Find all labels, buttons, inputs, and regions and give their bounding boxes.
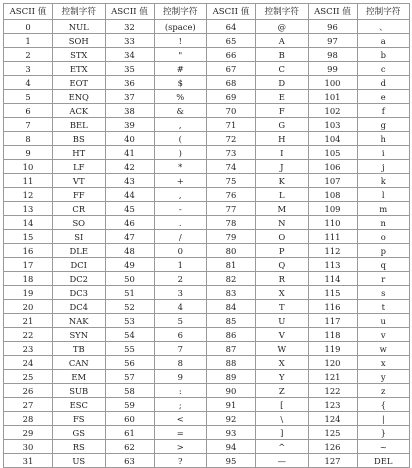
ascii-value-cell: 59 — [105, 398, 154, 412]
control-char-cell: } — [357, 426, 410, 440]
control-char-cell: O — [256, 230, 309, 244]
control-char-cell: 8 — [154, 356, 207, 370]
ascii-value-cell: 36 — [105, 76, 154, 90]
ascii-value-cell: 95 — [207, 454, 256, 468]
ascii-value-cell: 67 — [207, 62, 256, 76]
control-char-cell: { — [357, 398, 410, 412]
ascii-value-cell: 6 — [4, 104, 53, 118]
control-char-cell: LF — [53, 160, 106, 174]
ascii-value-cell: 26 — [4, 384, 53, 398]
ascii-value-cell: 94 — [207, 440, 256, 454]
control-char-cell: y — [357, 370, 410, 384]
ascii-value-cell: 38 — [105, 104, 154, 118]
ascii-value-cell: 73 — [207, 146, 256, 160]
ascii-value-cell: 10 — [4, 160, 53, 174]
control-char-cell: R — [256, 272, 309, 286]
ascii-value-cell: 92 — [207, 412, 256, 426]
ascii-value-cell: 126 — [308, 440, 357, 454]
table-row — [4, 356, 410, 370]
control-char-cell: DC4 — [53, 300, 106, 314]
control-char-cell: EOT — [53, 76, 106, 90]
control-char-cell: ESC — [53, 398, 106, 412]
ascii-value-cell: 12 — [4, 188, 53, 202]
control-char-cell: b — [357, 48, 410, 62]
ascii-value-cell: 50 — [105, 272, 154, 286]
ascii-value-cell: 17 — [4, 258, 53, 272]
control-char-cell: CR — [53, 202, 106, 216]
control-char-cell: SOH — [53, 34, 106, 48]
control-char-cell: Y — [256, 370, 309, 384]
ascii-value-cell: 21 — [4, 314, 53, 328]
control-char-cell: U — [256, 314, 309, 328]
ascii-value-cell: 29 — [4, 426, 53, 440]
control-char-cell: ) — [154, 146, 207, 160]
ascii-value-cell: 4 — [4, 76, 53, 90]
ascii-value-cell: 55 — [105, 342, 154, 356]
ascii-value-cell: 56 — [105, 356, 154, 370]
ascii-value-cell: 30 — [4, 440, 53, 454]
ascii-value-cell: 115 — [308, 286, 357, 300]
ascii-value-cell: 52 — [105, 300, 154, 314]
control-char-cell: HT — [53, 146, 106, 160]
ascii-value-cell: 97 — [308, 34, 357, 48]
control-char-cell: q — [357, 258, 410, 272]
ascii-value-cell: 41 — [105, 146, 154, 160]
ascii-value-cell: 33 — [105, 34, 154, 48]
control-char-cell: , — [154, 188, 207, 202]
ascii-value-cell: 91 — [207, 398, 256, 412]
ascii-value-cell: 47 — [105, 230, 154, 244]
control-char-cell: $ — [154, 76, 207, 90]
table-row — [4, 20, 410, 34]
table-row — [4, 174, 410, 188]
table-header — [4, 4, 410, 20]
control-char-cell: w — [357, 342, 410, 356]
control-char-cell: STX — [53, 48, 106, 62]
ascii-value-cell: 39 — [105, 118, 154, 132]
ascii-value-cell: 105 — [308, 146, 357, 160]
ascii-value-cell: 82 — [207, 272, 256, 286]
ascii-value-cell: 113 — [308, 258, 357, 272]
control-char-cell: x — [357, 356, 410, 370]
control-char-cell: [ — [256, 398, 309, 412]
control-char-cell: * — [154, 160, 207, 174]
control-char-cell: SUB — [53, 384, 106, 398]
control-char-cell: FS — [53, 412, 106, 426]
ascii-value-cell: 90 — [207, 384, 256, 398]
ascii-table — [3, 3, 410, 468]
ascii-value-cell: 123 — [308, 398, 357, 412]
ascii-value-cell: 69 — [207, 90, 256, 104]
control-char-cell: (space) — [154, 20, 207, 34]
ascii-value-cell: 96 — [308, 20, 357, 34]
table-row — [4, 370, 410, 384]
table-row — [4, 202, 410, 216]
control-char-cell: GS — [53, 426, 106, 440]
control-char-cell: I — [256, 146, 309, 160]
ascii-value-cell: 83 — [207, 286, 256, 300]
control-char-cell: RS — [53, 440, 106, 454]
ascii-value-cell: 43 — [105, 174, 154, 188]
control-char-cell: E — [256, 90, 309, 104]
control-char-cell: ACK — [53, 104, 106, 118]
ascii-value-cell: 31 — [4, 454, 53, 468]
ascii-value-cell: 116 — [308, 300, 357, 314]
table-row — [4, 90, 410, 104]
control-char-cell: > — [154, 440, 207, 454]
table-row — [4, 132, 410, 146]
control-char-cell: ] — [256, 426, 309, 440]
table-row — [4, 426, 410, 440]
control-char-cell: K — [256, 174, 309, 188]
ascii-value-cell: 120 — [308, 356, 357, 370]
control-char-cell: BS — [53, 132, 106, 146]
control-char-cell: d — [357, 76, 410, 90]
header-ascii-value: ASCII 值 — [308, 4, 357, 20]
control-char-cell: H — [256, 132, 309, 146]
ascii-value-cell: 8 — [4, 132, 53, 146]
ascii-value-cell: 28 — [4, 412, 53, 426]
ascii-value-cell: 63 — [105, 454, 154, 468]
ascii-value-cell: 125 — [308, 426, 357, 440]
control-char-cell: ! — [154, 34, 207, 48]
control-char-cell: — — [256, 454, 309, 468]
header-ascii-value: ASCII 值 — [207, 4, 256, 20]
table-row — [4, 454, 410, 468]
ascii-value-cell: 100 — [308, 76, 357, 90]
table-row — [4, 342, 410, 356]
ascii-value-cell: 117 — [308, 314, 357, 328]
ascii-value-cell: 35 — [105, 62, 154, 76]
control-char-cell: D — [256, 76, 309, 90]
ascii-value-cell: 37 — [105, 90, 154, 104]
control-char-cell: + — [154, 174, 207, 188]
control-char-cell: DC2 — [53, 272, 106, 286]
control-char-cell: 、 — [357, 20, 410, 34]
header-control-char: 控制字符 — [256, 4, 309, 20]
table-row — [4, 146, 410, 160]
control-char-cell: 6 — [154, 328, 207, 342]
control-char-cell: ENQ — [53, 90, 106, 104]
control-char-cell: ETX — [53, 62, 106, 76]
ascii-value-cell: 9 — [4, 146, 53, 160]
control-char-cell: T — [256, 300, 309, 314]
control-char-cell: m — [357, 202, 410, 216]
ascii-value-cell: 58 — [105, 384, 154, 398]
control-char-cell: P — [256, 244, 309, 258]
control-char-cell: % — [154, 90, 207, 104]
ascii-value-cell: 114 — [308, 272, 357, 286]
control-char-cell: l — [357, 188, 410, 202]
ascii-value-cell: 27 — [4, 398, 53, 412]
control-char-cell: = — [154, 426, 207, 440]
ascii-value-cell: 7 — [4, 118, 53, 132]
control-char-cell: SO — [53, 216, 106, 230]
ascii-value-cell: 76 — [207, 188, 256, 202]
ascii-value-cell: 122 — [308, 384, 357, 398]
control-char-cell: DEL — [357, 454, 410, 468]
control-char-cell: 3 — [154, 286, 207, 300]
control-char-cell: Z — [256, 384, 309, 398]
control-char-cell: r — [357, 272, 410, 286]
control-char-cell: DC3 — [53, 286, 106, 300]
control-char-cell: , — [154, 118, 207, 132]
ascii-value-cell: 2 — [4, 48, 53, 62]
ascii-value-cell: 40 — [105, 132, 154, 146]
table-row — [4, 104, 410, 118]
control-char-cell: n — [357, 216, 410, 230]
ascii-value-cell: 80 — [207, 244, 256, 258]
control-char-cell: ; — [154, 398, 207, 412]
control-char-cell: 9 — [154, 370, 207, 384]
control-char-cell: 5 — [154, 314, 207, 328]
control-char-cell: < — [154, 412, 207, 426]
ascii-value-cell: 3 — [4, 62, 53, 76]
control-char-cell: ? — [154, 454, 207, 468]
ascii-value-cell: 81 — [207, 258, 256, 272]
ascii-value-cell: 72 — [207, 132, 256, 146]
control-char-cell: M — [256, 202, 309, 216]
ascii-value-cell: 74 — [207, 160, 256, 174]
control-char-cell: X — [256, 286, 309, 300]
control-char-cell: g — [357, 118, 410, 132]
ascii-value-cell: 65 — [207, 34, 256, 48]
control-char-cell: VT — [53, 174, 106, 188]
control-char-cell: e — [357, 90, 410, 104]
ascii-value-cell: 75 — [207, 174, 256, 188]
table-row — [4, 244, 410, 258]
ascii-value-cell: 111 — [308, 230, 357, 244]
ascii-value-cell: 70 — [207, 104, 256, 118]
ascii-value-cell: 86 — [207, 328, 256, 342]
ascii-value-cell: 85 — [207, 314, 256, 328]
ascii-value-cell: 16 — [4, 244, 53, 258]
ascii-value-cell: 108 — [308, 188, 357, 202]
ascii-value-cell: 0 — [4, 20, 53, 34]
header-row — [4, 4, 410, 20]
control-char-cell: . — [154, 216, 207, 230]
table-row — [4, 300, 410, 314]
ascii-value-cell: 109 — [308, 202, 357, 216]
ascii-value-cell: 103 — [308, 118, 357, 132]
control-char-cell: # — [154, 62, 207, 76]
ascii-value-cell: 57 — [105, 370, 154, 384]
table-row — [4, 398, 410, 412]
table-row — [4, 412, 410, 426]
ascii-value-cell: 11 — [4, 174, 53, 188]
control-char-cell: L — [256, 188, 309, 202]
control-char-cell: J — [256, 160, 309, 174]
ascii-value-cell: 1 — [4, 34, 53, 48]
ascii-value-cell: 84 — [207, 300, 256, 314]
control-char-cell: SI — [53, 230, 106, 244]
ascii-value-cell: 64 — [207, 20, 256, 34]
control-char-cell: i — [357, 146, 410, 160]
ascii-value-cell: 5 — [4, 90, 53, 104]
control-char-cell: & — [154, 104, 207, 118]
table-row — [4, 216, 410, 230]
control-char-cell: DLE — [53, 244, 106, 258]
control-char-cell: F — [256, 104, 309, 118]
header-ascii-value: ASCII 值 — [105, 4, 154, 20]
control-char-cell: V — [256, 328, 309, 342]
table-row — [4, 160, 410, 174]
ascii-value-cell: 13 — [4, 202, 53, 216]
control-char-cell: p — [357, 244, 410, 258]
ascii-value-cell: 71 — [207, 118, 256, 132]
control-char-cell: v — [357, 328, 410, 342]
ascii-value-cell: 118 — [308, 328, 357, 342]
ascii-value-cell: 46 — [105, 216, 154, 230]
control-char-cell: US — [53, 454, 106, 468]
table-row — [4, 328, 410, 342]
control-char-cell: BEL — [53, 118, 106, 132]
control-char-cell: f — [357, 104, 410, 118]
ascii-value-cell: 19 — [4, 286, 53, 300]
control-char-cell: B — [256, 48, 309, 62]
control-char-cell: 7 — [154, 342, 207, 356]
ascii-value-cell: 110 — [308, 216, 357, 230]
ascii-value-cell: 44 — [105, 188, 154, 202]
control-char-cell: z — [357, 384, 410, 398]
ascii-value-cell: 98 — [308, 48, 357, 62]
control-char-cell: - — [154, 202, 207, 216]
ascii-value-cell: 79 — [207, 230, 256, 244]
control-char-cell: : — [154, 384, 207, 398]
control-char-cell: A — [256, 34, 309, 48]
control-char-cell: j — [357, 160, 410, 174]
ascii-value-cell: 53 — [105, 314, 154, 328]
ascii-value-cell: 24 — [4, 356, 53, 370]
ascii-value-cell: 101 — [308, 90, 357, 104]
header-ascii-value: ASCII 值 — [4, 4, 53, 20]
control-char-cell: EM — [53, 370, 106, 384]
control-char-cell: ( — [154, 132, 207, 146]
ascii-value-cell: 49 — [105, 258, 154, 272]
control-char-cell: G — [256, 118, 309, 132]
table-row — [4, 118, 410, 132]
table-row — [4, 34, 410, 48]
ascii-value-cell: 34 — [105, 48, 154, 62]
control-char-cell: \ — [256, 412, 309, 426]
control-char-cell: 1 — [154, 258, 207, 272]
control-char-cell: NAK — [53, 314, 106, 328]
ascii-value-cell: 62 — [105, 440, 154, 454]
control-char-cell: | — [357, 412, 410, 426]
ascii-value-cell: 88 — [207, 356, 256, 370]
control-char-cell: t — [357, 300, 410, 314]
ascii-value-cell: 15 — [4, 230, 53, 244]
table-row — [4, 48, 410, 62]
ascii-value-cell: 54 — [105, 328, 154, 342]
table-row — [4, 384, 410, 398]
ascii-value-cell: 112 — [308, 244, 357, 258]
control-char-cell: a — [357, 34, 410, 48]
ascii-value-cell: 119 — [308, 342, 357, 356]
control-char-cell: h — [357, 132, 410, 146]
ascii-value-cell: 51 — [105, 286, 154, 300]
ascii-value-cell: 66 — [207, 48, 256, 62]
ascii-value-cell: 42 — [105, 160, 154, 174]
table-row — [4, 188, 410, 202]
ascii-value-cell: 106 — [308, 160, 357, 174]
control-char-cell: DCI — [53, 258, 106, 272]
ascii-value-cell: 93 — [207, 426, 256, 440]
control-char-cell: 0 — [154, 244, 207, 258]
header-control-char: 控制字符 — [154, 4, 207, 20]
control-char-cell: W — [256, 342, 309, 356]
control-char-cell: X — [256, 356, 309, 370]
control-char-cell: C — [256, 62, 309, 76]
control-char-cell: c — [357, 62, 410, 76]
table-row — [4, 76, 410, 90]
ascii-value-cell: 61 — [105, 426, 154, 440]
control-char-cell: ^ — [256, 440, 309, 454]
control-char-cell: SYN — [53, 328, 106, 342]
ascii-value-cell: 124 — [308, 412, 357, 426]
control-char-cell: ~ — [357, 440, 410, 454]
ascii-value-cell: 78 — [207, 216, 256, 230]
table-row — [4, 272, 410, 286]
table-row — [4, 230, 410, 244]
control-char-cell: N — [256, 216, 309, 230]
ascii-value-cell: 102 — [308, 104, 357, 118]
ascii-value-cell: 68 — [207, 76, 256, 90]
control-char-cell: @ — [256, 20, 309, 34]
ascii-value-cell: 104 — [308, 132, 357, 146]
control-char-cell: CAN — [53, 356, 106, 370]
ascii-value-cell: 23 — [4, 342, 53, 356]
table-row — [4, 286, 410, 300]
table-row — [4, 258, 410, 272]
ascii-value-cell: 127 — [308, 454, 357, 468]
ascii-value-cell: 22 — [4, 328, 53, 342]
header-control-char: 控制字符 — [357, 4, 410, 20]
ascii-value-cell: 18 — [4, 272, 53, 286]
control-char-cell: " — [154, 48, 207, 62]
ascii-value-cell: 48 — [105, 244, 154, 258]
ascii-value-cell: 45 — [105, 202, 154, 216]
control-char-cell: / — [154, 230, 207, 244]
control-char-cell: o — [357, 230, 410, 244]
ascii-value-cell: 25 — [4, 370, 53, 384]
ascii-value-cell: 20 — [4, 300, 53, 314]
control-char-cell: NUL — [53, 20, 106, 34]
control-char-cell: k — [357, 174, 410, 188]
header-control-char: 控制字符 — [53, 4, 106, 20]
ascii-value-cell: 121 — [308, 370, 357, 384]
ascii-value-cell: 14 — [4, 216, 53, 230]
table-body — [4, 20, 410, 468]
ascii-value-cell: 99 — [308, 62, 357, 76]
ascii-value-cell: 107 — [308, 174, 357, 188]
control-char-cell: 4 — [154, 300, 207, 314]
control-char-cell: TB — [53, 342, 106, 356]
control-char-cell: FF — [53, 188, 106, 202]
ascii-value-cell: 32 — [105, 20, 154, 34]
ascii-value-cell: 87 — [207, 342, 256, 356]
ascii-value-cell: 60 — [105, 412, 154, 426]
control-char-cell: Q — [256, 258, 309, 272]
ascii-value-cell: 77 — [207, 202, 256, 216]
control-char-cell: 2 — [154, 272, 207, 286]
control-char-cell: u — [357, 314, 410, 328]
ascii-value-cell: 89 — [207, 370, 256, 384]
table-row — [4, 62, 410, 76]
control-char-cell: s — [357, 286, 410, 300]
table-row — [4, 314, 410, 328]
